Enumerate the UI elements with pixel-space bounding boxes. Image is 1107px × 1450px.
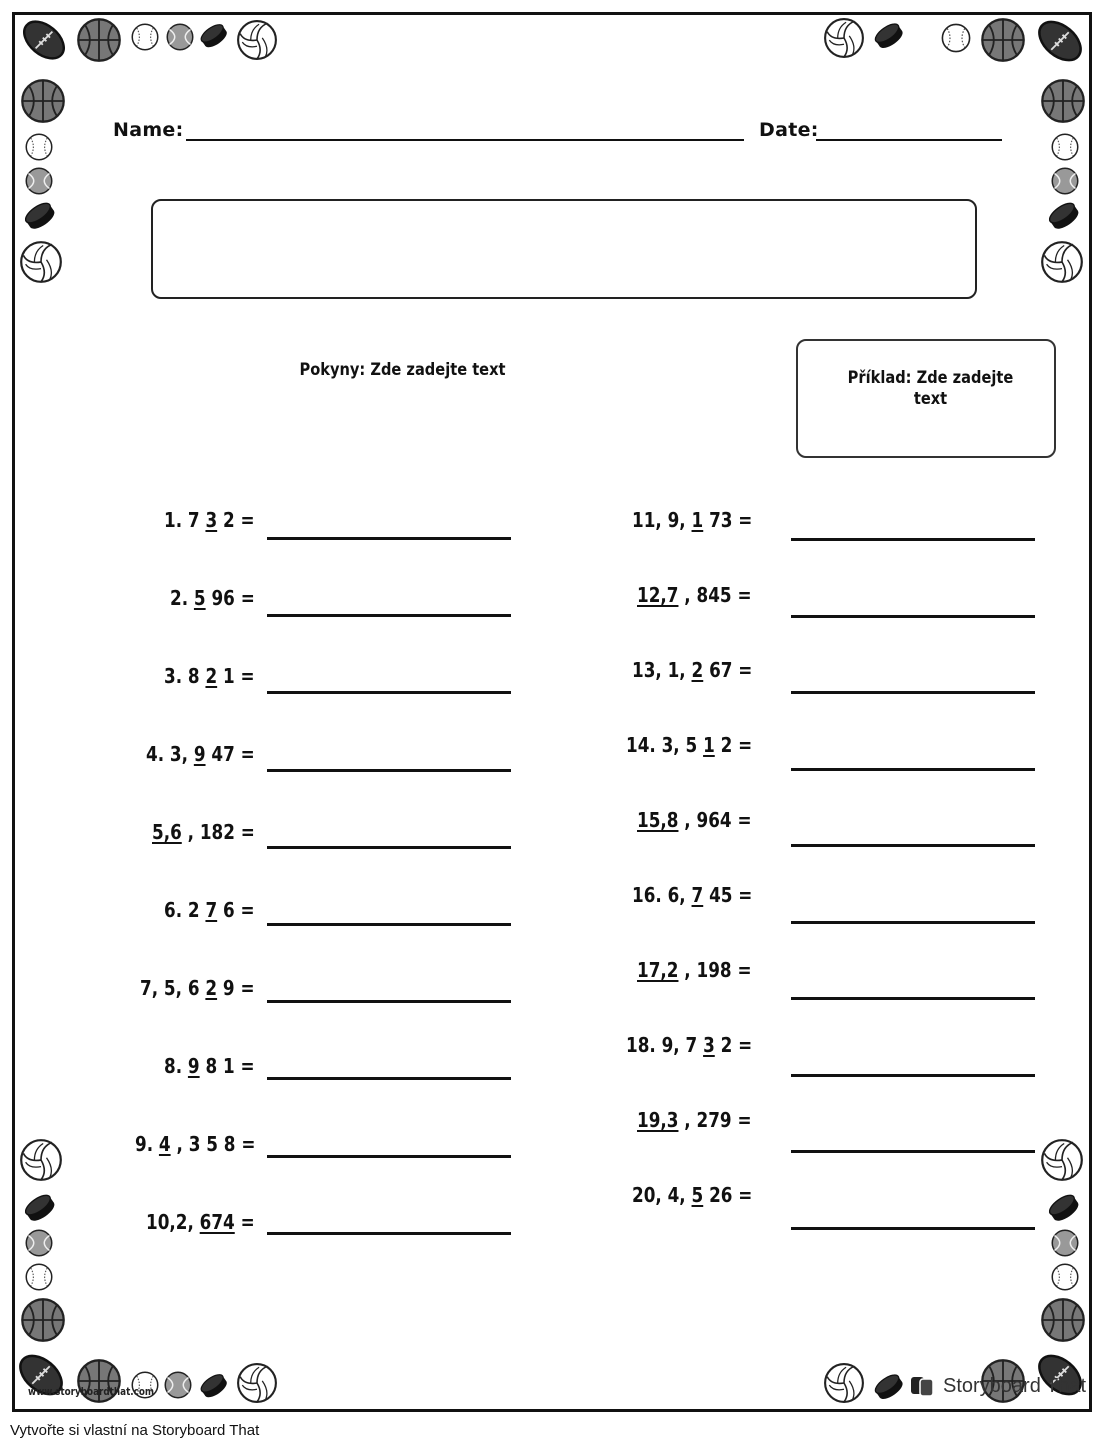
problem-text: 3. 8 — [164, 664, 206, 688]
problem-left-6 — [164, 898, 255, 922]
problem-left-3 — [164, 664, 255, 688]
problem-right-8 — [626, 1033, 752, 1057]
problem-left-1 — [164, 508, 255, 532]
answer-line[interactable] — [267, 1232, 511, 1235]
answer-line[interactable] — [791, 844, 1035, 847]
tennis-ball-icon — [165, 22, 195, 57]
baseball-icon — [130, 22, 160, 57]
football-icon — [20, 16, 68, 69]
basketball-icon — [1040, 1297, 1086, 1348]
underlined-digit: 4 — [158, 1132, 171, 1156]
problem-left-2 — [170, 586, 255, 610]
problem-text: 13, 1, — [631, 658, 692, 682]
volleyball-icon — [823, 17, 865, 64]
underlined-digit: 1 — [702, 733, 715, 757]
answer-line[interactable] — [267, 1155, 511, 1158]
underlined-digit: 17,2 — [637, 958, 679, 982]
problem-text: , 845 = — [678, 583, 752, 607]
problem-text: 6 = — [217, 898, 255, 922]
answer-line[interactable] — [267, 691, 511, 694]
volleyball-icon — [1040, 1138, 1084, 1187]
answer-line[interactable] — [267, 537, 511, 540]
tennis-ball-icon — [163, 1370, 193, 1405]
baseball-icon — [24, 1262, 54, 1297]
problem-text: = — [235, 1210, 255, 1234]
basketball-icon — [20, 1297, 66, 1348]
underlined-digit: 3 — [702, 1033, 715, 1057]
answer-line[interactable] — [791, 615, 1035, 618]
underlined-digit: 7 — [205, 898, 218, 922]
underlined-digit: 3 — [205, 508, 218, 532]
baseball-icon — [940, 22, 972, 59]
hockey-puck-icon — [872, 1370, 906, 1409]
problem-right-9 — [637, 1108, 752, 1132]
problem-right-7 — [637, 958, 752, 982]
problem-right-10 — [632, 1183, 752, 1207]
volleyball-icon — [1040, 240, 1084, 289]
example-text: Příklad: Zde zadejte text — [847, 368, 1014, 409]
problem-text: , 182 = — [181, 820, 255, 844]
problem-text: 2 = — [714, 1033, 752, 1057]
problem-text: , 964 = — [678, 808, 752, 832]
problem-right-2 — [637, 583, 752, 607]
underlined-digit: 5 — [691, 1183, 703, 1207]
underlined-digit: 5,6 — [152, 820, 182, 844]
answer-line[interactable] — [791, 1074, 1035, 1077]
problem-text: 2. — [170, 586, 195, 610]
answer-line[interactable] — [267, 1077, 511, 1080]
answer-line[interactable] — [267, 769, 511, 772]
problem-text: 10,2, — [146, 1210, 200, 1234]
underlined-digit: 7 — [691, 883, 703, 907]
hockey-puck-icon — [198, 20, 230, 57]
underlined-digit: 9 — [194, 742, 206, 766]
storyboardthat-logo-text: Storyboard That — [943, 1374, 1087, 1397]
problem-text: 6. 2 — [164, 898, 206, 922]
answer-line[interactable] — [791, 768, 1035, 771]
underlined-digit: 2 — [205, 976, 218, 1000]
hockey-puck-icon — [1046, 198, 1082, 239]
answer-line[interactable] — [267, 923, 511, 926]
basketball-icon — [76, 17, 122, 68]
problem-text: 67 = — [702, 658, 752, 682]
problem-text: 16. 6, — [631, 883, 692, 907]
problem-text: 7, 5, 6 — [140, 976, 206, 1000]
answer-line[interactable] — [267, 614, 511, 617]
hockey-puck-icon — [1046, 1190, 1082, 1231]
baseball-icon — [1050, 1262, 1080, 1297]
underlined-digit: 15,8 — [637, 808, 679, 832]
hockey-puck-icon — [872, 19, 906, 58]
title-box — [151, 199, 977, 299]
problem-text: 14. 3, 5 — [625, 733, 703, 757]
problem-right-6 — [632, 883, 752, 907]
basketball-icon — [1040, 78, 1086, 129]
problem-text: 9. — [134, 1132, 159, 1156]
answer-line[interactable] — [791, 691, 1035, 694]
hockey-puck-icon — [22, 1190, 58, 1231]
problem-text: 2 = — [217, 508, 255, 532]
problem-text: 2 = — [714, 733, 752, 757]
problem-text: 73 = — [702, 508, 752, 532]
problem-right-5 — [637, 808, 752, 832]
problem-left-5 — [152, 820, 255, 844]
hockey-puck-icon — [22, 198, 58, 239]
answer-line[interactable] — [791, 997, 1035, 1000]
problem-text: 20, 4, — [631, 1183, 692, 1207]
basketball-icon — [980, 17, 1026, 68]
underlined-digit: 5 — [194, 586, 206, 610]
problem-text: , 198 = — [678, 958, 752, 982]
tennis-ball-icon — [24, 1228, 54, 1263]
storyboard-logo-icon — [910, 1375, 940, 1397]
problem-text: 9 = — [217, 976, 255, 1000]
hockey-puck-icon — [198, 1370, 230, 1407]
underlined-digit: 9 — [188, 1054, 200, 1078]
volleyball-icon — [19, 240, 63, 289]
date-field-line — [816, 139, 1002, 141]
storyboardthat-logo — [910, 1373, 1086, 1399]
underlined-digit: 19,3 — [637, 1108, 679, 1132]
basketball-icon — [76, 1358, 122, 1409]
problem-text: , 3 5 8 = — [170, 1132, 255, 1156]
underlined-digit: 674 — [199, 1210, 236, 1234]
problem-text: 47 = — [205, 742, 255, 766]
tennis-ball-icon — [1050, 166, 1080, 201]
tennis-ball-icon — [1050, 1228, 1080, 1263]
problem-text: 18. 9, 7 — [625, 1033, 703, 1057]
basketball-icon — [20, 78, 66, 129]
football-icon — [1035, 16, 1085, 71]
problem-left-7 — [140, 976, 255, 1000]
problem-left-9 — [135, 1132, 255, 1156]
volleyball-icon — [823, 1362, 865, 1409]
problem-text: 1 = — [217, 664, 255, 688]
underlined-digit: 12,7 — [637, 583, 679, 607]
answer-line[interactable] — [791, 538, 1035, 541]
date-label: Date: — [759, 119, 819, 141]
problem-left-4 — [146, 742, 255, 766]
tennis-ball-icon — [24, 166, 54, 201]
problem-text: 4. 3, — [146, 742, 195, 766]
volleyball-icon — [236, 19, 278, 66]
problem-left-8 — [164, 1054, 255, 1078]
footer-text: Vytvořte si vlastní na Storyboard That — [10, 1422, 260, 1439]
problem-text: 96 = — [205, 586, 255, 610]
problem-right-1 — [632, 508, 752, 532]
problem-text: 8 1 = — [199, 1054, 255, 1078]
problem-text: 26 = — [702, 1183, 752, 1207]
underlined-digit: 2 — [691, 658, 703, 682]
problem-right-3 — [632, 658, 752, 682]
instructions-text: Pokyny: Zde zadejte text — [299, 360, 506, 380]
volleyball-icon — [19, 1138, 63, 1187]
watermark-url: www.storyboardthat.com — [28, 1385, 155, 1398]
problem-right-4 — [626, 733, 752, 757]
name-field-line — [186, 139, 744, 141]
answer-line[interactable] — [267, 846, 511, 849]
baseball-icon — [24, 132, 54, 167]
answer-line[interactable] — [791, 1227, 1035, 1230]
answer-line[interactable] — [791, 921, 1035, 924]
problem-left-10 — [146, 1210, 255, 1234]
baseball-icon — [1050, 132, 1080, 167]
underlined-digit: 1 — [691, 508, 703, 532]
problem-text: 1. 7 — [164, 508, 206, 532]
problem-text: 8. — [164, 1054, 189, 1078]
problem-text: 45 = — [702, 883, 752, 907]
underlined-digit: 2 — [205, 664, 218, 688]
volleyball-icon — [236, 1362, 278, 1409]
problem-text: 11, 9, — [631, 508, 692, 532]
name-label: Name: — [113, 119, 184, 141]
answer-line[interactable] — [267, 1000, 511, 1003]
answer-line[interactable] — [791, 1150, 1035, 1153]
problem-text: , 279 = — [678, 1108, 752, 1132]
